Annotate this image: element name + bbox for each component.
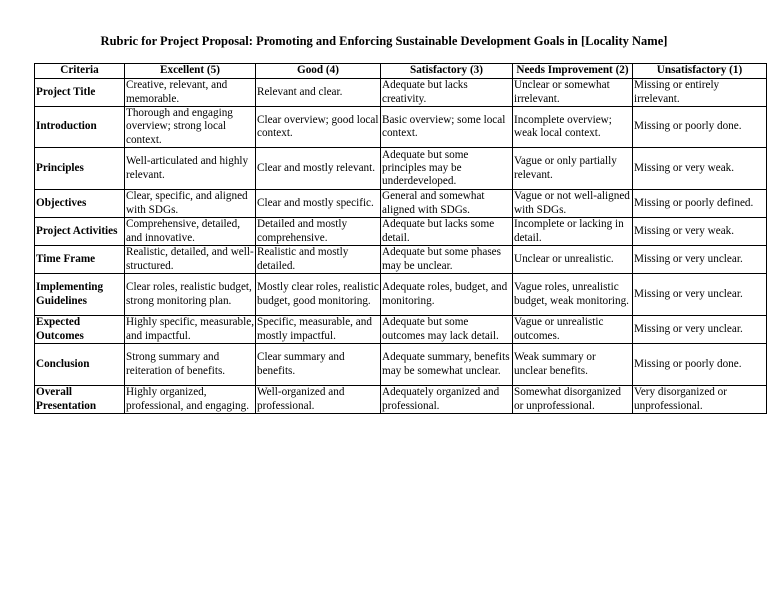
excellent-cell: Realistic, detailed, and well-structured. xyxy=(126,246,254,272)
criteria-cell: Expected Outcomes xyxy=(35,316,125,344)
good-cell: Detailed and mostly comprehensive. xyxy=(256,218,381,246)
needs-improvement-cell: Incomplete overview; weak local context. xyxy=(513,107,633,148)
unsatisfactory-cell: Missing or entirely irrelevant. xyxy=(633,79,767,107)
unsatisfactory-cell: Missing or very weak. xyxy=(633,218,767,246)
needs-improvement-cell: Vague or unrealistic outcomes. xyxy=(513,316,633,344)
criteria-cell: Implementing Guidelines xyxy=(35,274,125,316)
excellent-cell: Clear roles, realistic budget, strong monitoring plan. xyxy=(125,274,256,316)
table-row xyxy=(35,79,767,107)
good-cell: Clear and mostly specific. xyxy=(256,190,381,218)
unsatisfactory-cell: Missing or very unclear. xyxy=(633,246,767,274)
unsatisfactory-cell: Missing or very unclear. xyxy=(633,274,767,316)
satisfactory-cell: Adequately organized and professional. xyxy=(381,386,513,414)
table-row xyxy=(35,148,767,190)
unsatisfactory-cell: Missing or very unclear. xyxy=(633,316,767,344)
unsatisfactory-cell: Missing or very weak. xyxy=(633,148,767,190)
table-row xyxy=(35,246,767,274)
criteria-cell: Overall Presentation xyxy=(35,386,125,414)
header-satisfactory: Satisfactory (3) xyxy=(381,64,513,79)
needs-improvement-cell: Unclear or somewhat irrelevant. xyxy=(513,79,633,107)
rubric-table xyxy=(34,63,767,414)
satisfactory-cell: Adequate but lacks some detail. xyxy=(381,218,513,246)
satisfactory-cell: General and somewhat aligned with SDGs. xyxy=(381,190,513,218)
good-cell: Mostly clear roles, realistic budget, good monitoring. xyxy=(256,274,381,316)
satisfactory-cell: Adequate but lacks creativity. xyxy=(381,79,513,107)
good-cell: Clear and mostly relevant. xyxy=(256,148,381,190)
table-row xyxy=(35,218,767,246)
needs-improvement-cell: Vague or not well-aligned with SDGs. xyxy=(513,190,633,218)
header-good: Good (4) xyxy=(256,64,381,79)
needs-improvement-cell: Vague or only partially relevant. xyxy=(513,148,633,190)
header-excellent: Excellent (5) xyxy=(125,64,256,79)
header-needs-improvement: Needs Improvement (2) xyxy=(513,64,633,79)
needs-improvement-cell: Weak summary or unclear benefits. xyxy=(513,344,633,386)
criteria-cell: Objectives xyxy=(35,190,125,218)
good-cell: Relevant and clear. xyxy=(256,79,381,107)
header-unsatisfactory: Unsatisfactory (1) xyxy=(633,64,767,79)
document-title: Rubric for Project Proposal: Promoting and Enforcing Sustainable Development Goals in [Locality Name] xyxy=(100,34,668,48)
table-row xyxy=(35,274,767,316)
good-cell: Realistic and mostly detailed. xyxy=(256,246,381,274)
excellent-cell: Well-articulated and highly relevant. xyxy=(125,148,256,190)
criteria-cell: Conclusion xyxy=(35,344,125,386)
table-row xyxy=(35,344,767,386)
criteria-cell: Time Frame xyxy=(35,246,125,274)
table-row xyxy=(35,190,767,218)
excellent-cell: Highly organized, professional, and engaging. xyxy=(125,386,256,414)
needs-improvement-cell: Somewhat disorganized or unprofessional. xyxy=(513,386,633,414)
satisfactory-cell: Adequate but some phases may be unclear. xyxy=(381,246,513,274)
needs-improvement-cell: Vague roles, unrealistic budget, weak monitoring. xyxy=(513,274,633,316)
criteria-cell: Principles xyxy=(35,148,125,190)
criteria-cell: Introduction xyxy=(35,107,125,148)
table-header-row xyxy=(35,64,767,79)
excellent-cell: Highly specific, measurable, and impactful. xyxy=(126,316,254,342)
criteria-cell: Project Title xyxy=(35,79,125,107)
satisfactory-cell: Adequate but some outcomes may lack detail. xyxy=(381,316,513,344)
good-cell: Clear summary and benefits. xyxy=(256,344,381,386)
table-row xyxy=(35,316,767,344)
satisfactory-cell: Adequate summary, benefits may be somewhat unclear. xyxy=(381,344,513,386)
criteria-cell: Project Activities xyxy=(35,218,125,246)
unsatisfactory-cell: Very disorganized or unprofessional. xyxy=(633,386,767,414)
excellent-cell: Clear, specific, and aligned with SDGs. xyxy=(125,190,256,218)
unsatisfactory-cell: Missing or poorly done. xyxy=(633,344,767,386)
good-cell: Clear overview; good local context. xyxy=(256,107,381,148)
needs-improvement-cell: Incomplete or lacking in detail. xyxy=(513,218,633,246)
satisfactory-cell: Adequate roles, budget, and monitoring. xyxy=(381,274,513,316)
table-row xyxy=(35,107,767,148)
satisfactory-cell: Basic overview; some local context. xyxy=(381,107,513,148)
excellent-cell: Thorough and engaging overview; strong local context. xyxy=(125,107,256,148)
unsatisfactory-cell: Missing or poorly done. xyxy=(633,107,767,148)
excellent-cell: Creative, relevant, and memorable. xyxy=(125,79,256,107)
good-cell: Well-organized and professional. xyxy=(256,386,381,414)
unsatisfactory-cell: Missing or poorly defined. xyxy=(633,190,767,218)
good-cell: Specific, measurable, and mostly impactful. xyxy=(256,316,381,344)
table-row xyxy=(35,386,767,414)
needs-improvement-cell: Unclear or unrealistic. xyxy=(513,246,633,274)
satisfactory-cell: Adequate but some principles may be underdeveloped. xyxy=(381,148,513,190)
header-criteria: Criteria xyxy=(35,64,125,79)
excellent-cell: Strong summary and reiteration of benefits. xyxy=(125,344,256,386)
excellent-cell: Comprehensive, detailed, and innovative. xyxy=(125,218,256,246)
